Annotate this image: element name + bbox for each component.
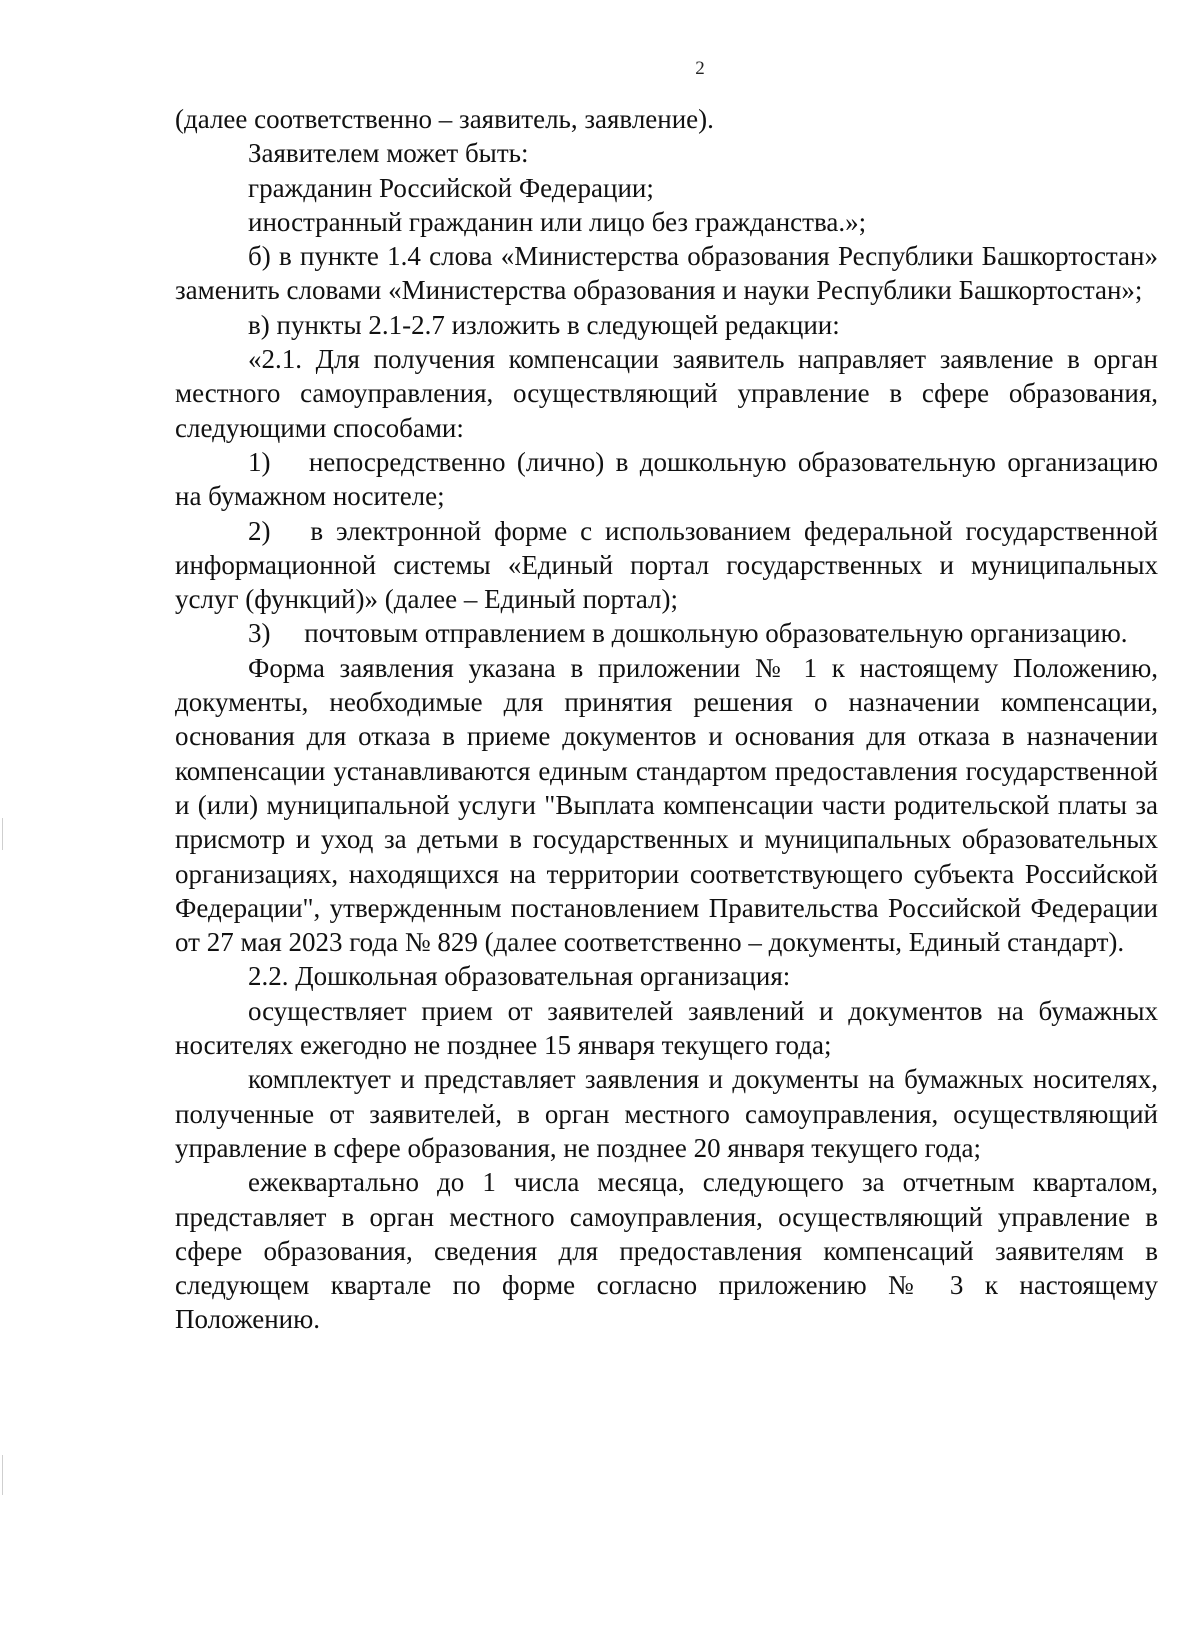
paragraph: 2.2. Дошкольная образовательная организация: [248, 961, 791, 992]
page-number: 2 [695, 58, 705, 79]
paragraph: (далее соответственно – заявитель, заявление). [175, 104, 714, 134]
scan-edge-mark [2, 1455, 3, 1495]
paragraph: в) пункты 2.1-2.7 изложить в следующей редакции: [248, 309, 840, 340]
paragraph: гражданин Российской Федерации; [248, 172, 654, 203]
list-item: 1) непосредственно (лично) в дошкольную образовательную организацию на бумажном носителе; [175, 446, 1158, 512]
list-item: 3) почтовым отправлением в дошкольную образовательную организацию. [248, 618, 1128, 649]
list-item: 2) в электронной форме с использованием федеральной государственной информационной системы «Единый портал государственных и муниципальных услуг (функций)» (далее – Единый портал); [175, 515, 1158, 615]
paragraph: «2.1. Для получения компенсации заявитель направляет заявление в орган местного самоуправления, осуществляющий управление в сфере образования, следующими способами: [175, 344, 1158, 443]
paragraph: Заявителем может быть: [248, 138, 529, 169]
paragraph: б) в пункте 1.4 слова «Министерства образования Республики Башкортостан» заменить словами «Министерства образования и науки Республики Башкортостан»; [175, 241, 1158, 306]
paragraph: комплектует и представляет заявления и документы на бумажных носителях, полученные от заявителей, в орган местного самоуправления, осуществляющий управление в сфере образования, не позднее 20 января текущего года; [175, 1064, 1158, 1163]
scan-edge-mark [2, 818, 3, 850]
paragraph: ежеквартально до 1 числа месяца, следующего за отчетным кварталом, представляет в орган местного самоуправления, осуществляющий управление в сфере образования, сведения для предоставления компенсаций заявителям в следующем квартале по форме согласно приложению № 3 к настоящему Положению. [175, 1167, 1158, 1335]
paragraph: осуществляет прием от заявителей заявлений и документов на бумажных носителях ежегодно не позднее 15 января текущего года; [175, 995, 1158, 1061]
document-body [175, 102, 1158, 1337]
paragraph: иностранный гражданин или лицо без гражданства.»; [248, 206, 867, 237]
paragraph: Форма заявления указана в приложении № 1 к настоящему Положению, документы, необходимые для принятия решения о назначении компенсации, основания для отказа в приеме документов и основания для отказа в назначении компенсации устанавливаются единым стандартом предоставления государственной и (или) муниципальной услуги "Выплата компенсации части родительской платы за присмотр и уход за детьми в государственных и муниципальных образовательных организациях, находящихся на территории соответствующего субъекта Российской Федерации", утвержденным постановлением Правительства Российской Федерации от 27 мая 2023 года № 829 (далее соответственно – документы, Единый стандарт). [175, 652, 1158, 958]
